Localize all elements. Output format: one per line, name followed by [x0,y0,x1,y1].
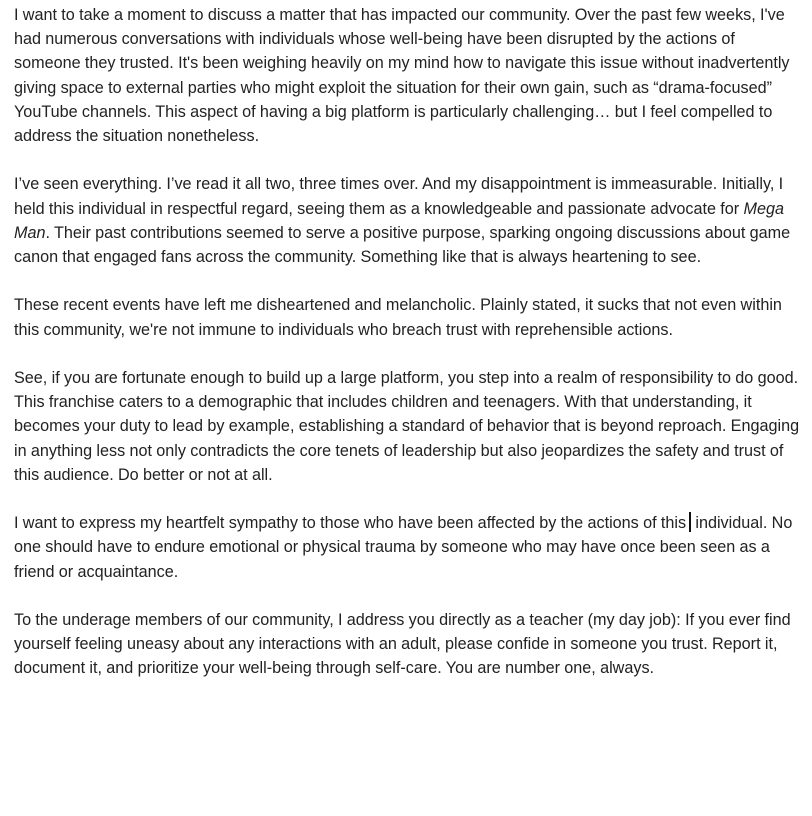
game-title-italic: Mega Man [14,199,785,242]
paragraph-intro: I want to take a moment to discuss a matter that has impacted our community. Over the past few weeks, I've had numerous conversations with individuals whose well-being have been disrupted by the actions of someone they trusted. It's been weighing heavily on my mind how to navigate this issue without inadvertently giving space to external parties who might exploit the situation for their own gain, such as “drama-focused” YouTube channels. This aspect of having a big platform is particularly challenging… but I feel compelled to address the situation nonetheless. [14,6,790,146]
paragraph-disappointment-text-end: . Their past contributions seemed to serve a positive purpose, sparking ongoing discussions about game canon that engaged fans across the community. Something like that is always heartening to see. [14,223,791,267]
paragraph-sympathy [14,511,804,584]
paragraph-sympathy-text-start: I want to express my heartfelt sympathy to those who have been affected by the actions of this [14,514,687,533]
paragraph-disappointment-text-start: I’ve seen everything. I’ve read it all two, three times over. And my disappointment is immeasurable. Initially, I held this individual in respectful regard, seeing them as a knowledgeable and passionate advocate for [14,175,784,218]
document-body[interactable] [14,3,804,681]
paragraph-underage-members: To the underage members of our community, I address you directly as a teacher (my day job): If you ever find yourself feeling uneasy about any interactions with an adult, please confide in someone you trust. Report it, document it, and prioritize your well-being through self-care. You are number one, always. [14,611,791,678]
paragraph-responsibility: See, if you are fortunate enough to build up a large platform, you step into a realm of responsibility to do good. This franchise caters to a demographic that includes children and teenagers. With that understanding, it becomes your duty to lead by example, establishing a standard of behavior that is beyond reproach. Engaging in anything less not only contradicts the core tenets of leadership but also jeopardizes the safety and trust of this audience. Do better or not at all. [14,369,800,484]
paragraph-disappointment [14,172,804,269]
paragraph-disheartened: These recent events have left me disheartened and melancholic. Plainly stated, it sucks that not even within this community, we're not immune to individuals who breach trust with reprehensible actions. [14,296,782,339]
paragraph-sympathy-text-end: individual. No one should have to endure emotional or physical trauma by someone who may have once been seen as a friend or acquaintance. [14,514,793,581]
